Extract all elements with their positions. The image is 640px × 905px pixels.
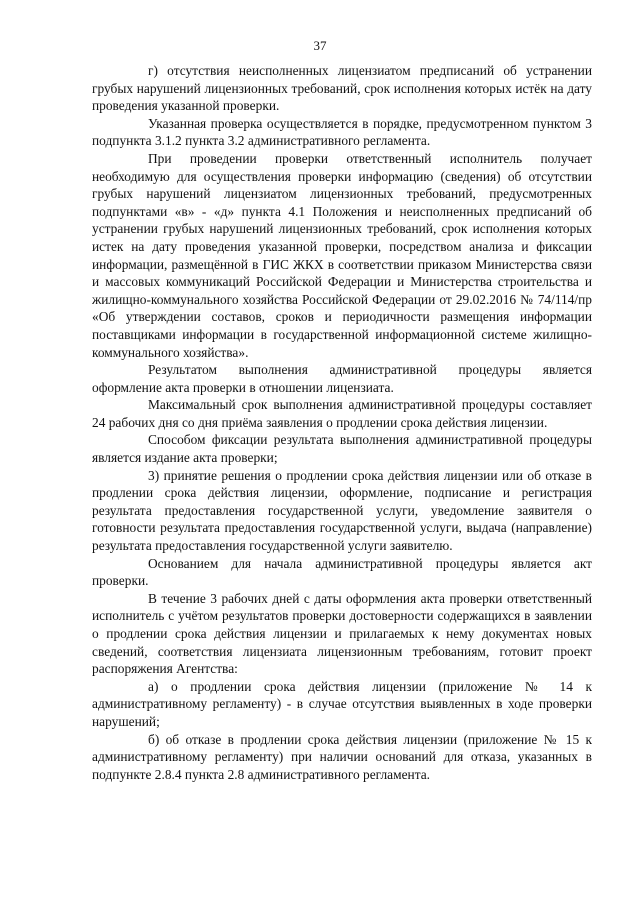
- paragraph-check-method: При проведении проверки ответственный исполнитель получает необходимую для осуществления проверки информацию (сведения) об отсутствии грубых нарушений лицензиатом лицензионных требований, предусмотренных подпунктами «в» - «д» пункта 4.1 Положения и неисполненных предписаний об устранении грубых нарушений лицензионных требований, срок исполнения которых истек на дату проведения указанной проверки, посредством анализа и фиксации информации, размещённой в ГИС ЖКХ в соответствии приказом Министерства связи и массовых коммуникаций Российской Федерации и Министерства строительства и жилищно-коммунального хозяйства Российской Федерации от 29.02.2016 № 74/114/пр «Об утверждении составов, сроков и периодичности размещения информации поставщиками информации в государственной информационной системе жилищно-коммунального хозяйства».: [92, 150, 592, 360]
- paragraph-item-a: а) о продлении срока действия лицензии (приложение № 14 к административному регламенту) - в случае отсутствия выявленных в ходе проверки нарушений;: [92, 678, 592, 729]
- paragraph-result: Результатом выполнения административной процедуры является оформление акта проверки в отношении лицензиата.: [92, 362, 592, 395]
- page-number: 37: [313, 38, 327, 53]
- paragraph-max-duration: Максимальный срок выполнения административной процедуры составляет 24 рабочих дня со дня приёма заявления о продлении срока действия лицензии.: [92, 397, 592, 430]
- document-body: [92, 62, 592, 783]
- paragraph-step-3: 3) принятие решения о продлении срока действия лицензии или об отказе в продлении срока действия лицензии, оформление, подписание и регистрация результата предоставления государственной услуги, уведомление заявителя о готовности результата предоставления государственной услуги, выдача (направление) результата предоставления государственной услуги заявителю.: [92, 467, 592, 554]
- paragraph-item-b: б) об отказе в продлении срока действия лицензии (приложение № 15 к административному регламенту) при наличии оснований для отказа, указанных в подпункте 2.8.4 пункта 2.8 административного регламента.: [92, 731, 592, 782]
- paragraph-basis: Основанием для начала административной процедуры является акт проверки.: [92, 555, 592, 589]
- paragraph-check-procedure: Указанная проверка осуществляется в порядке, предусмотренном пунктом 3 подпункта 3.1.2 пункта 3.2 административного регламента.: [92, 115, 592, 149]
- paragraph-fixation-method: Способом фиксации результата выполнения административной процедуры является издание акта проверки;: [92, 432, 592, 466]
- paragraph-item-g: г) отсутствия неисполненных лицензиатом предписаний об устранении грубых нарушений лицензионных требований, срок исполнения которых истёк на дату проведения указанной проверки.: [92, 63, 592, 114]
- paragraph-within-3-days: В течение 3 рабочих дней с даты оформления акта проверки ответственный исполнитель с учётом результатов проверки достоверности содержащихся в заявлении о продлении срока действия лицензии и прилагаемых к нему документах новых сведений, соответствия лицензиата лицензионным требованиям, готовит проект распоряжения Агентства:: [92, 590, 592, 677]
